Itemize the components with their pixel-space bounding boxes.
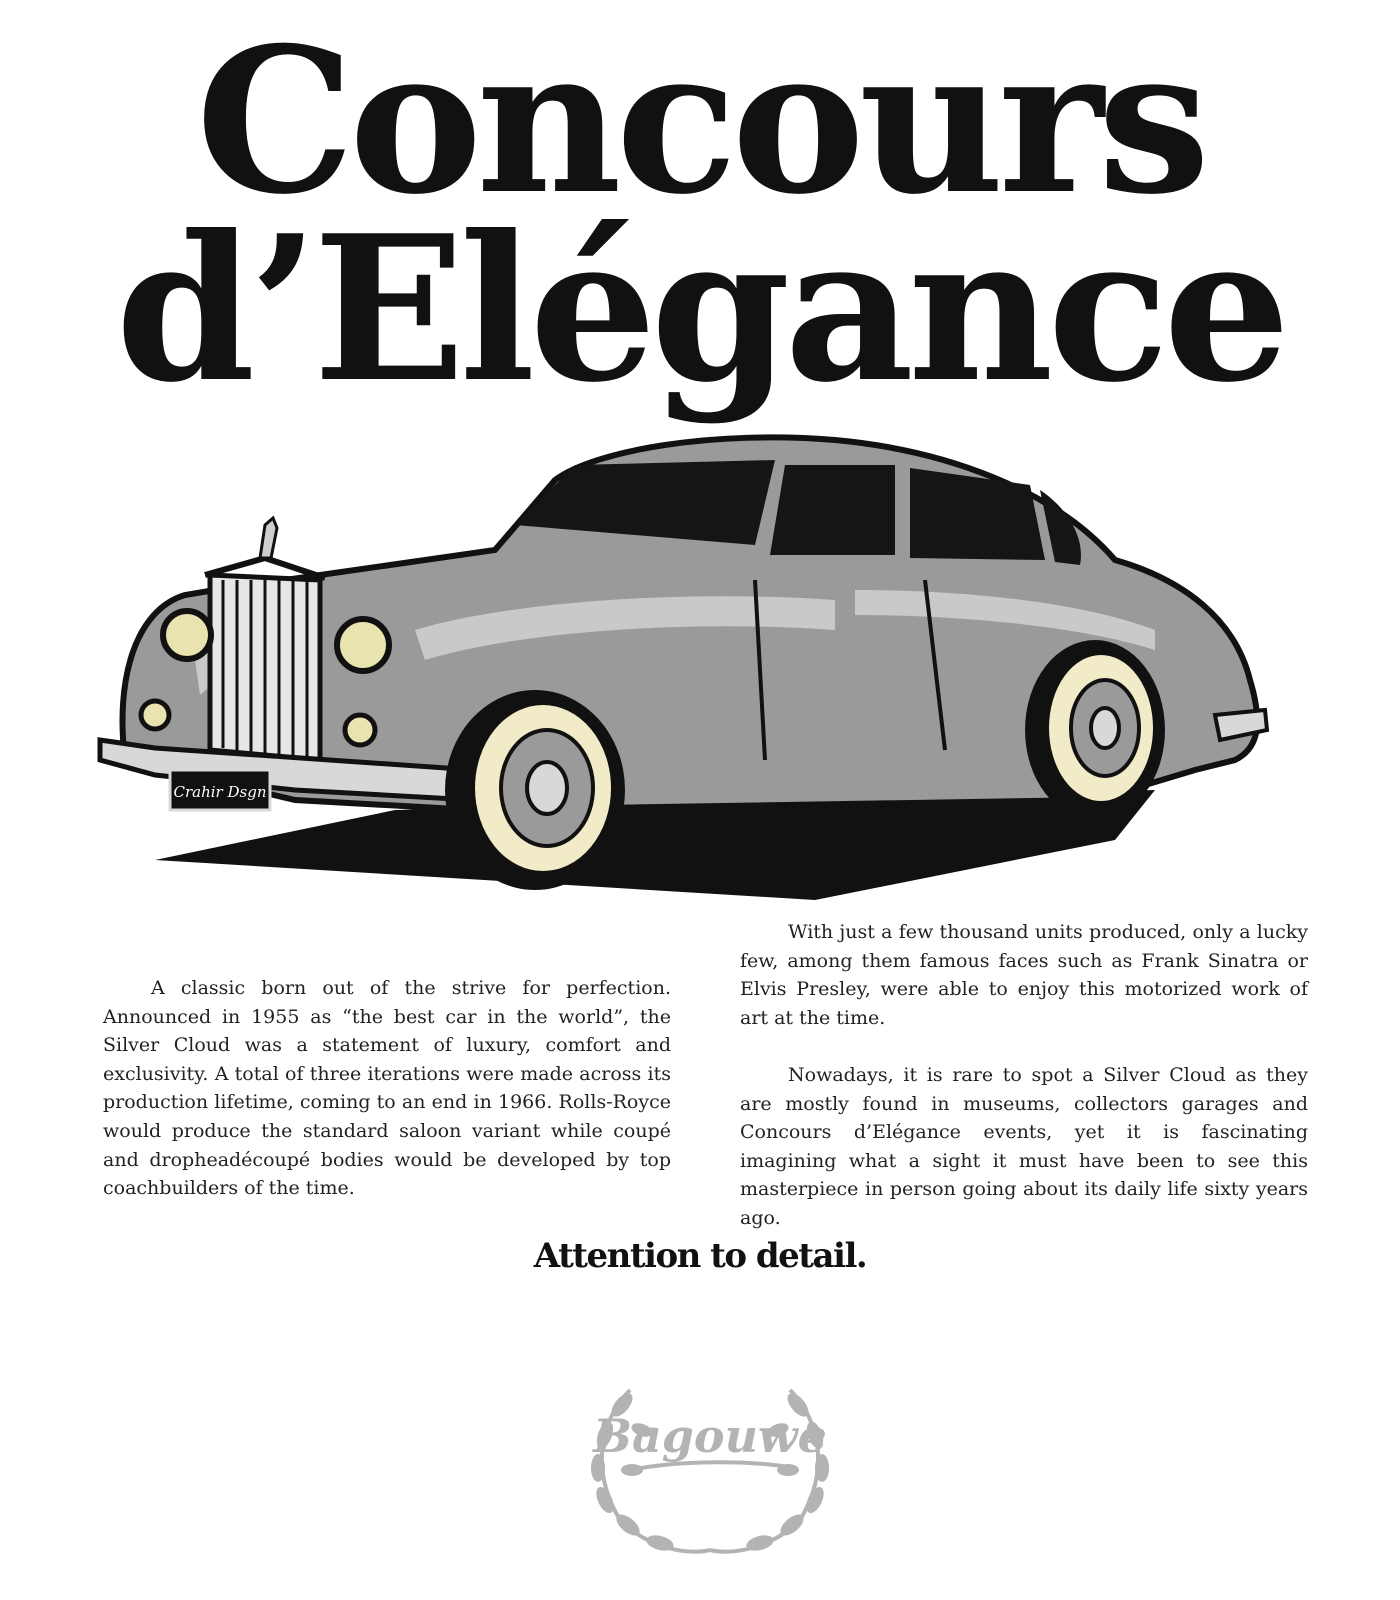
- rear-bumper: [1215, 710, 1267, 740]
- side-window-rear: [910, 468, 1045, 560]
- paragraph: With just a few thousand units produced, only a lucky few, among them famous faces such as Frank Sinatra or Elvis Presley, were able to enjoy this motorized work of art at the time.: [740, 921, 1308, 1029]
- paragraph: Nowadays, it is rare to spot a Silver Cloud as they are mostly found in museums, collectors garages and Concours d’Elégance events, yet it is fascinating imagining what a sight it must have been to see this masterpiece in person going about its daily life sixty years ago.: [740, 1063, 1308, 1229]
- headlamp-left: [163, 611, 211, 659]
- body-text-left: [103, 974, 671, 1203]
- tagline: Attention to detail.: [533, 1236, 867, 1276]
- headlamp-right: [337, 619, 389, 671]
- brand-logo: [560, 1360, 860, 1560]
- headline-line-1: Concours: [195, 4, 1205, 239]
- headline-line-2: d’Elégance: [115, 192, 1285, 427]
- hood-ornament: [260, 518, 277, 558]
- logo-text: Bagouwe: [593, 1409, 827, 1463]
- side-window-front: [770, 465, 895, 555]
- car-illustration: [95, 430, 1315, 930]
- paragraph: A classic born out of the strive for perfection. Announced in 1955 as “the best car in the world”, the Silver Cloud was a statement of luxury, comfort and exclusivity. A total of three iterations were made across its production lifetime, coming to an end in 1966. Rolls-Royce would produce the standard saloon variant while coupé and dropheadécoupé bodies would be developed by top coachbuilders of the time.: [103, 977, 671, 1200]
- body-text-right: [740, 918, 1308, 1233]
- plate-text: Crahir Dsgn: [173, 783, 267, 801]
